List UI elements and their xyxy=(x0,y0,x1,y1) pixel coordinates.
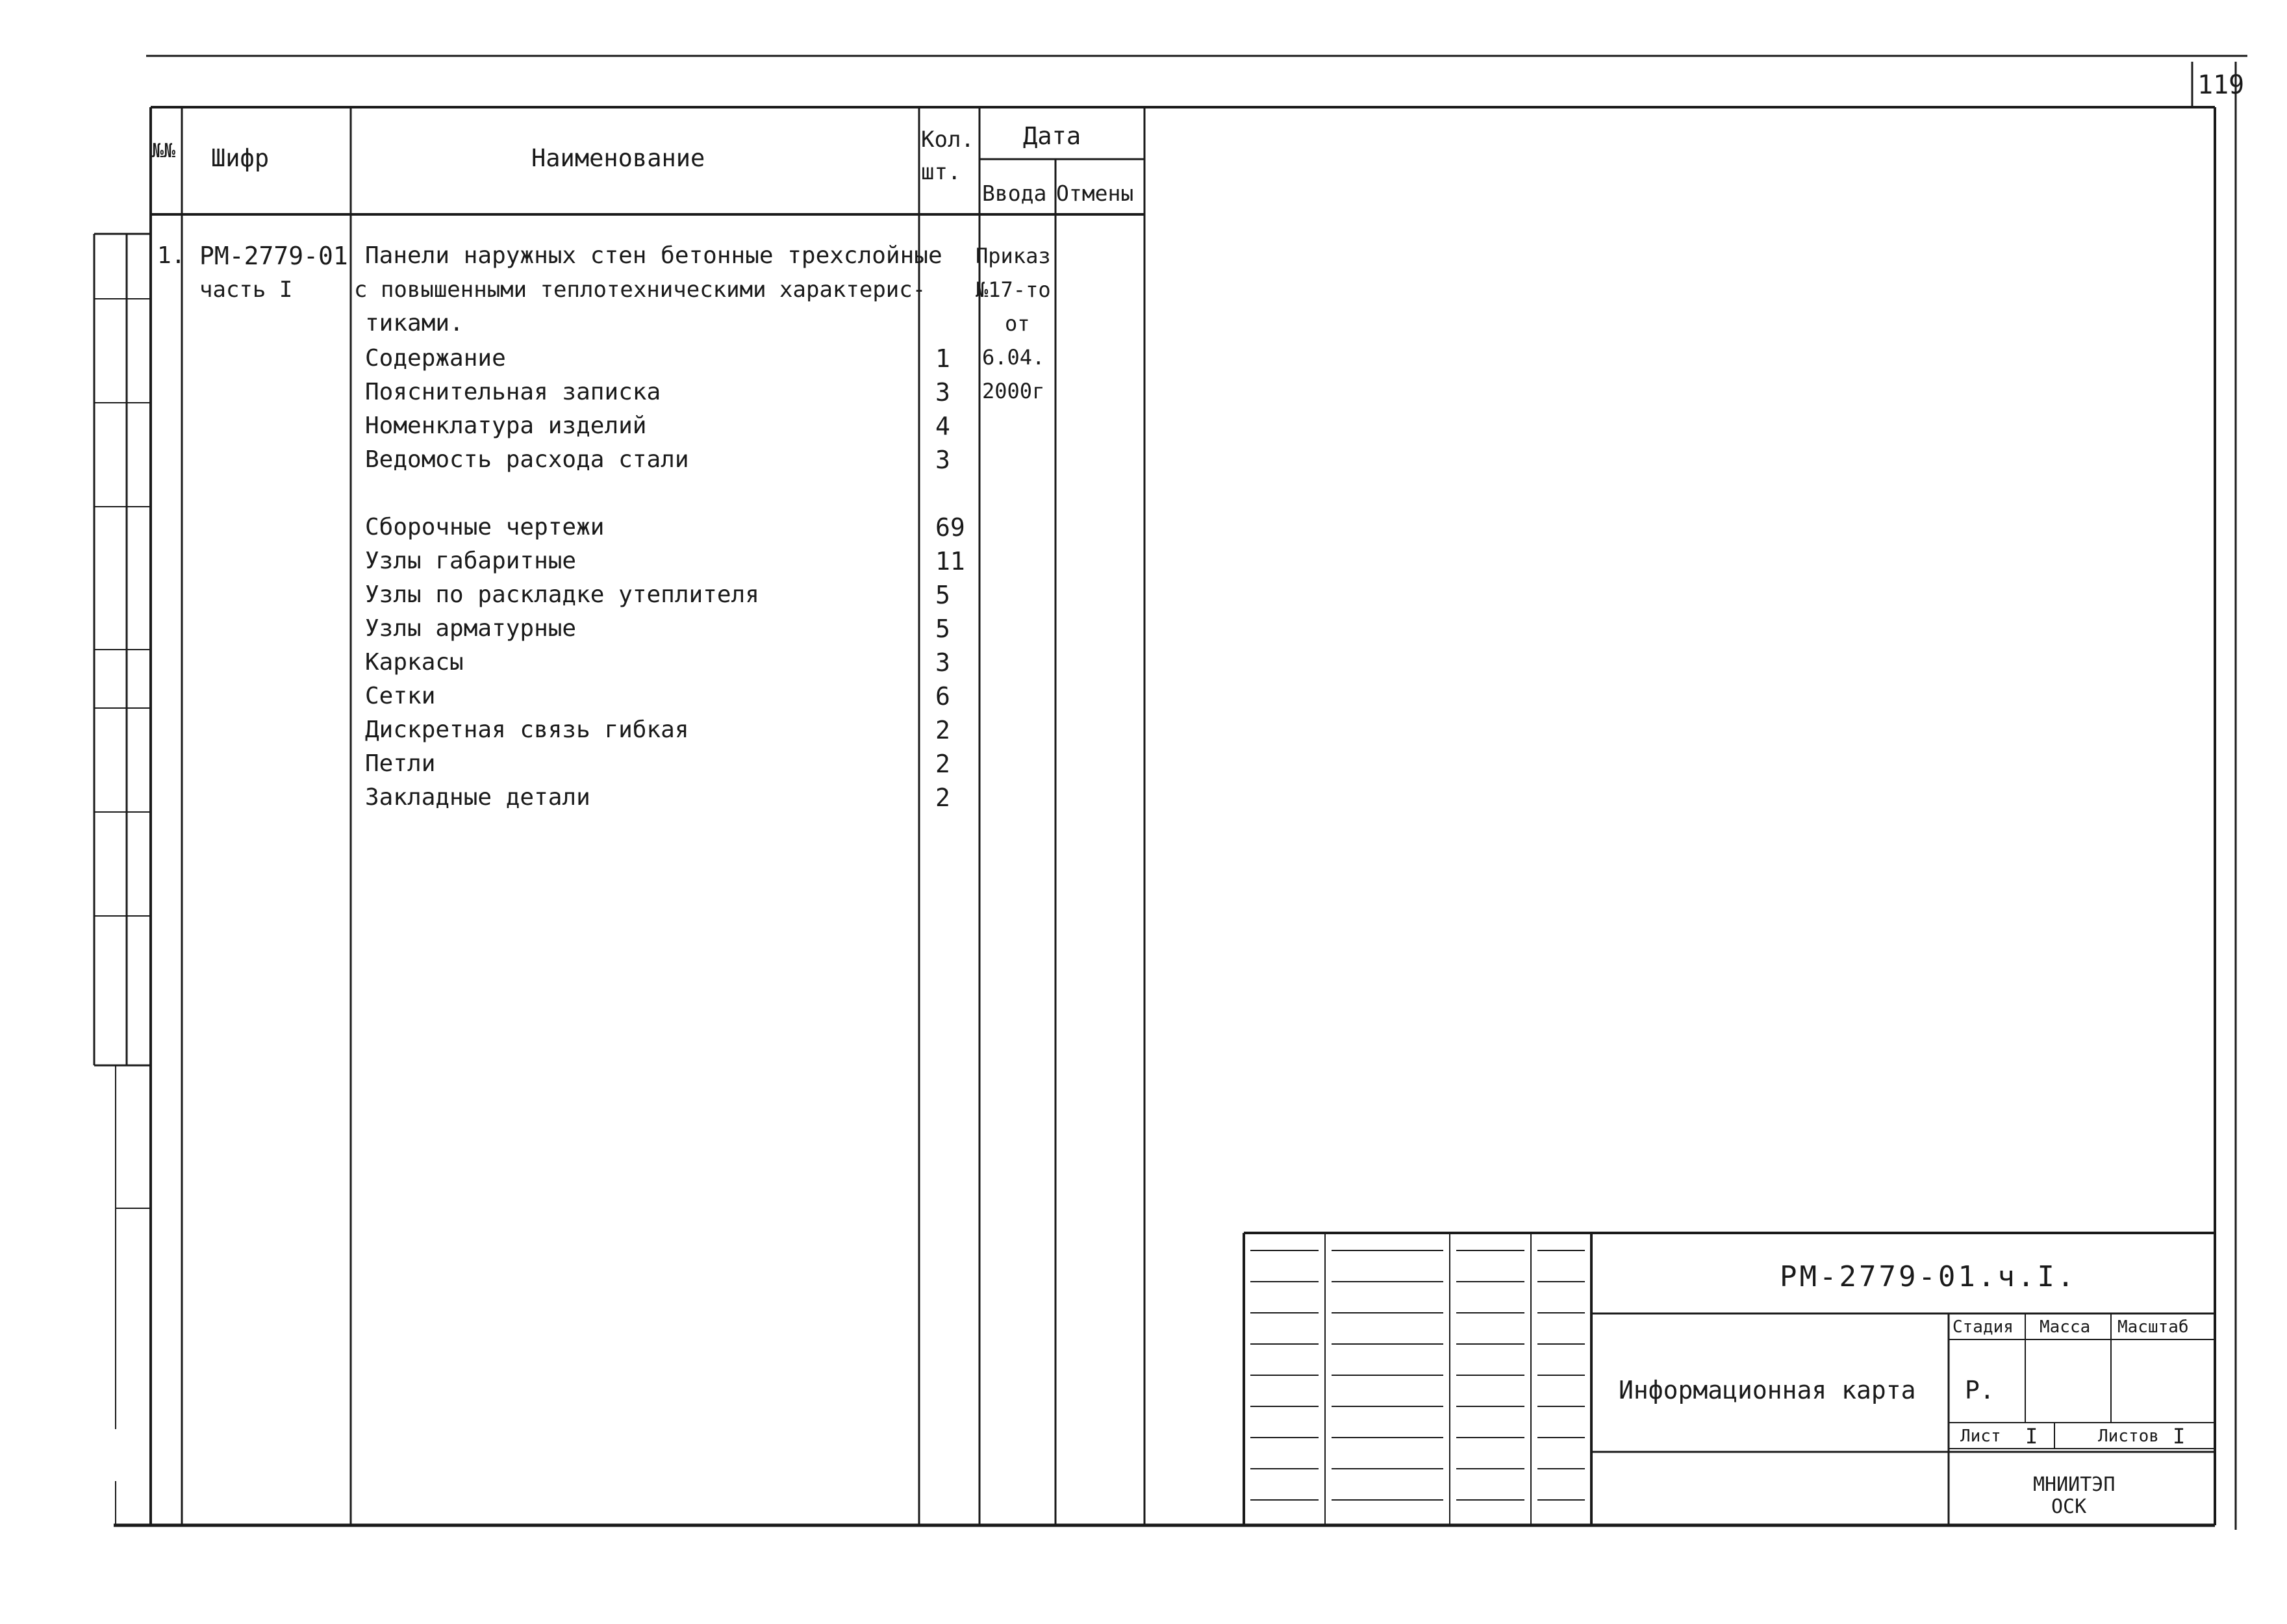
order-line: от xyxy=(1005,311,1030,336)
item-name: Закладные детали xyxy=(365,784,590,811)
header-date: Дата xyxy=(1023,122,1081,150)
row-code-line1: РМ-2779-01 xyxy=(199,242,348,270)
row-code-line2: часть I xyxy=(199,277,293,303)
row-name-line: с повышенными теплотехническими характерис- xyxy=(354,277,926,303)
item-name: Узлы арматурные xyxy=(365,615,577,642)
row-name-line: тиками. xyxy=(365,310,464,336)
item-qty: 2 xyxy=(935,716,950,744)
item-name: Узлы по раскладке утеплителя xyxy=(365,581,759,608)
item-name: Ведомость расхода стали xyxy=(365,446,689,473)
order-line: 6.04. xyxy=(982,345,1045,370)
item-qty: 1 xyxy=(935,344,950,373)
item-qty: 69 xyxy=(935,513,965,542)
scale-label: Масштаб xyxy=(2117,1317,2189,1337)
item-name: Узлы габаритные xyxy=(365,548,577,574)
header-date-cancel: Отмены xyxy=(1056,181,1134,206)
item-qty: 2 xyxy=(935,750,950,778)
item-qty: 2 xyxy=(935,783,950,812)
item-name: Сетки xyxy=(365,683,436,709)
header-date-in: Ввода xyxy=(982,181,1047,206)
item-name: Петли xyxy=(365,750,436,777)
item-name: Сборочные чертежи xyxy=(365,514,605,540)
header-name: Наименование xyxy=(531,144,705,172)
stage-label: Стадия xyxy=(1952,1317,2014,1337)
sheet-label: Лист xyxy=(1960,1427,2001,1446)
sheet-value: I xyxy=(2025,1424,2038,1449)
order-line: 2000г xyxy=(982,379,1045,403)
item-qty: 11 xyxy=(935,547,965,576)
item-name: Каркасы xyxy=(365,649,464,676)
item-qty: 6 xyxy=(935,682,950,711)
order-line: Приказ xyxy=(976,244,1051,268)
header-qty: Кол. шт. xyxy=(921,127,974,185)
designation: РМ-2779-01.ч.I. xyxy=(1780,1260,2077,1293)
sheets-label: Листов xyxy=(2098,1427,2159,1446)
mass-label: Масса xyxy=(2040,1317,2091,1337)
sheet-title: Информационная карта xyxy=(1619,1376,1916,1404)
sheets-value: I xyxy=(2173,1424,2186,1449)
header-num: №№ xyxy=(152,140,176,162)
item-qty: 5 xyxy=(935,581,950,609)
page-number: 119 xyxy=(2197,70,2245,100)
item-qty: 3 xyxy=(935,446,950,474)
org-line2: ОСК xyxy=(2051,1495,2087,1518)
item-name: Пояснительная записка xyxy=(365,379,661,405)
item-name: Номенклатура изделий xyxy=(365,412,647,439)
order-line: №17-то xyxy=(976,277,1051,302)
item-qty: 5 xyxy=(935,615,950,643)
item-name: Дискретная связь гибкая xyxy=(365,717,689,743)
item-qty: 4 xyxy=(935,412,950,440)
row-name-line: Панели наружных стен бетонные трехслойные xyxy=(365,242,942,269)
header-code: Шифр xyxy=(211,144,270,172)
org-line1: МНИИТЭП xyxy=(2033,1473,2116,1496)
item-qty: 3 xyxy=(935,378,950,407)
item-name: Содержание xyxy=(365,345,506,372)
row-number: 1. xyxy=(157,242,186,269)
item-qty: 3 xyxy=(935,648,950,677)
stage-value: Р. xyxy=(1965,1376,1995,1404)
